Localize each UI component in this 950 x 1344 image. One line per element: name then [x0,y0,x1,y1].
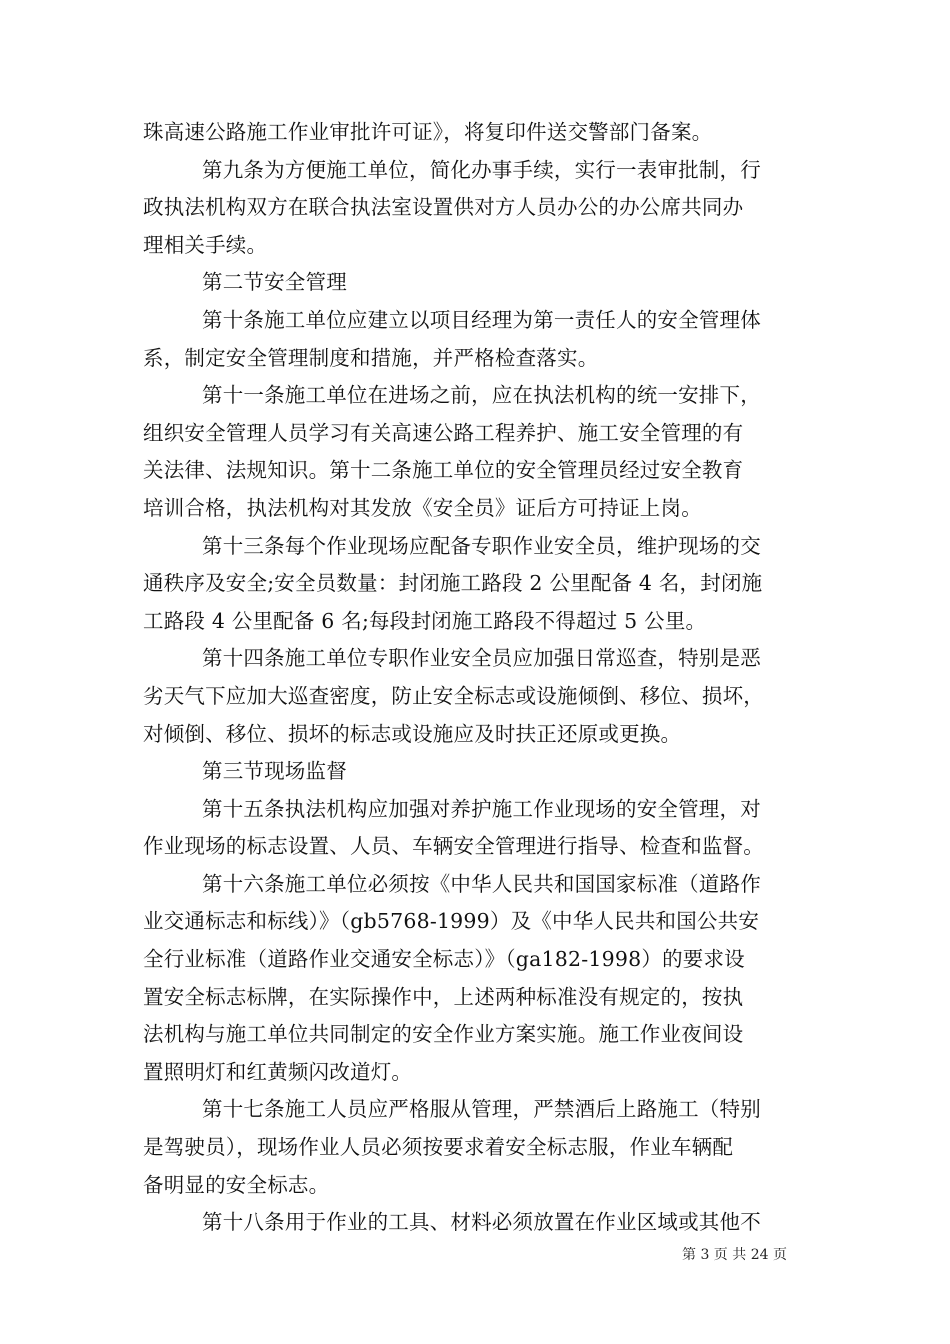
text-line: 作业现场的标志设置、人员、车辆安全管理进行指导、检查和监督。 [143,834,764,859]
text-line: 第十七条施工人员应严格服从管理，严禁酒后上路施工（特别 [202,1097,761,1122]
text-line: 政执法机构双方在联合执法室设置供对方人员办公的办公席共同办 [143,195,744,220]
text-line: 置安全标志标牌，在实际操作中，上述两种标准没有规定的，按执 [143,984,744,1009]
text-line: 关法律、法规知识。第十二条施工单位的安全管理员经过安全教育 [143,458,744,483]
text-line: 工路段 4 公里配备 6 名;每段封闭施工路段不得超过 5 公里。 [143,608,707,633]
text-line: 第十条施工单位应建立以项目经理为第一责任人的安全管理体 [202,307,761,332]
text-line: 备明显的安全标志。 [143,1172,330,1197]
text-line: 理相关手续。 [143,232,268,257]
text-line: 对倾倒、移位、损坏的标志或设施应及时扶正还原或更换。 [143,721,682,746]
text-line: 第二节安全管理 [202,270,347,295]
text-line: 是驾驶员），现场作业人员必须按要求着安全标志服，作业车辆配 [143,1135,734,1160]
text-line: 系，制定安全管理制度和措施，并严格检查落实。 [143,345,599,370]
text-line: 第十五条执法机构应加强对养护施工作业现场的安全管理，对 [202,796,761,821]
text-line: 劣天气下应加大巡查密度，防止安全标志或设施倾倒、移位、损坏， [143,683,764,708]
text-line: 培训合格，执法机构对其发放《安全员》证后方可持证上岗。 [143,495,702,520]
text-line: 法机构与施工单位共同制定的安全作业方案实施。施工作业夜间设 [143,1022,744,1047]
text-line: 置照明灯和红黄频闪改道灯。 [143,1059,413,1084]
text-line: 第十三条每个作业现场应配备专职作业安全员，维护现场的交 [202,533,761,558]
text-line: 第三节现场监督 [202,759,347,784]
text-line: 第十六条施工单位必须按《中华人民共和国国家标准（道路作 [202,871,761,896]
text-line: 第九条为方便施工单位，简化办事手续，实行一表审批制，行 [202,157,761,182]
body-text [143,114,807,1242]
text-line: 通秩序及安全;安全员数量：封闭施工路段 2 公里配备 4 名，封闭施 [143,571,763,596]
page-number: 第 3 页 共 24 页 [682,1247,787,1263]
text-line: 珠高速公路施工作业审批许可证》，将复印件送交警部门备案。 [143,120,713,144]
text-line: 第十八条用于作业的工具、材料必须放置在作业区域或其他不 [202,1210,761,1235]
text-line: 全行业标准（道路作业交通安全标志）》（ga182-1998）的要求设 [143,947,745,972]
text-line: 第十一条施工单位在进场之前，应在执法机构的统一安排下， [202,383,761,408]
text-line: 业交通标志和标线）》（gb5768-1999）及《中华人民共和国公共安 [143,909,760,934]
text-line: 第十四条施工单位专职作业安全员应加强日常巡查，特别是恶 [202,646,761,671]
text-line: 组织安全管理人员学习有关高速公路工程养护、施工安全管理的有 [143,420,744,445]
